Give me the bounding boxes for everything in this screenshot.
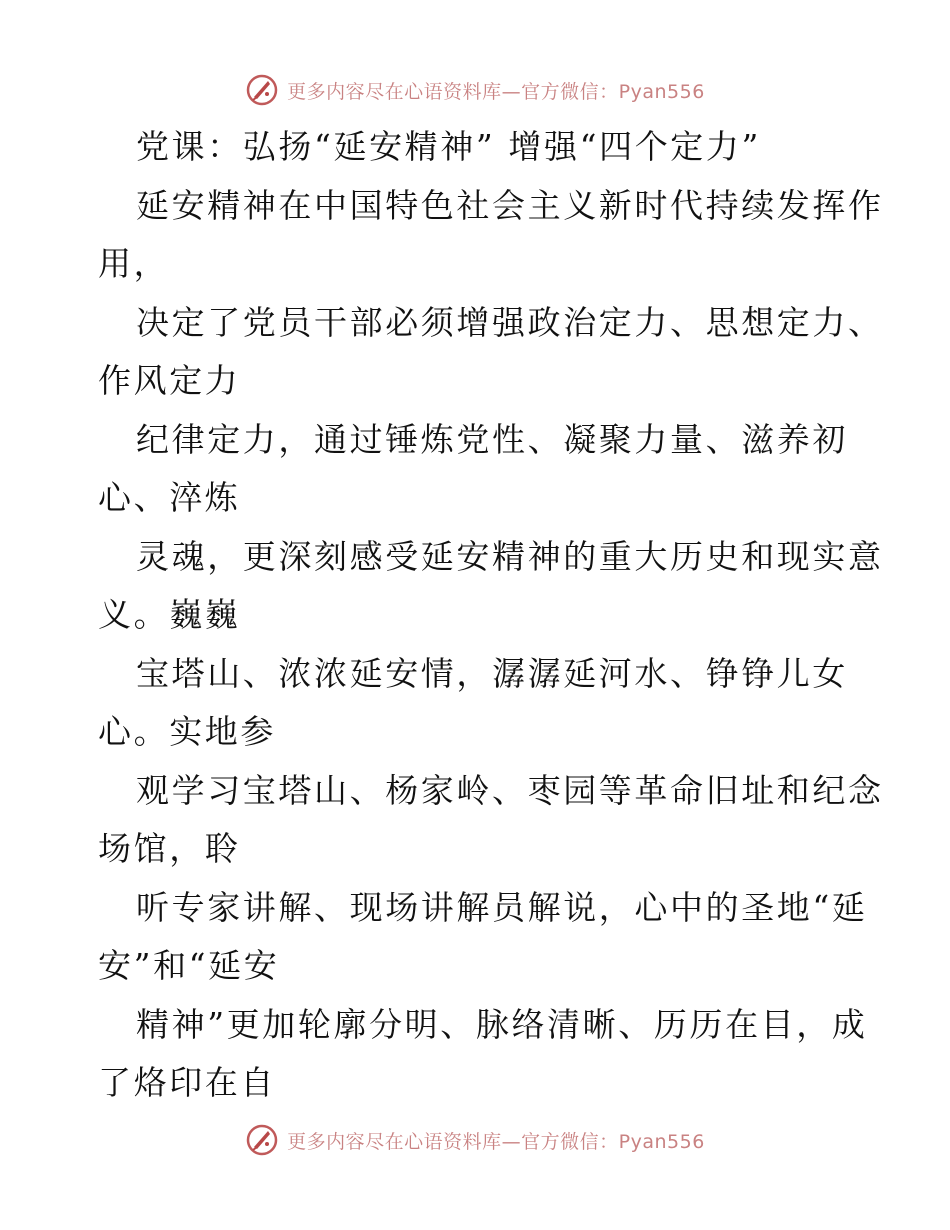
paragraph-line: 观学习宝塔山、杨家岭、枣园等革命旧址和纪念 <box>136 770 884 810</box>
quill-pen-circle-icon <box>245 1123 279 1157</box>
paragraph-line: 安”和“延安 <box>98 946 280 985</box>
paragraph-line: 纪律定力，通过锤炼党性、凝聚力量、滋养初 <box>136 419 848 459</box>
watermark-text: 更多内容尽在心语资料库—官方微信：Pyan556 <box>287 80 705 103</box>
paragraph-line: 延安精神在中国特色社会主义新时代持续发挥作 <box>136 185 884 225</box>
header-watermark <box>0 70 950 110</box>
document-title: 党课：弘扬“延安精神” 增强“四个定力” <box>136 127 761 166</box>
watermark-text: 更多内容尽在心语资料库—官方微信：Pyan556 <box>287 1130 705 1153</box>
paragraph-line: 灵魂，更深刻感受延安精神的重大历史和现实意 <box>136 536 884 576</box>
paragraph-line: 作风定力 <box>98 361 241 400</box>
quill-pen-circle-icon <box>245 73 279 107</box>
paragraph-line: 精神”更加轮廓分明、脉络清晰、历历在目，成 <box>136 1004 868 1044</box>
paragraph-line: 决定了党员干部必须增强政治定力、思想定力、 <box>136 302 884 342</box>
paragraph-line: 了烙印在自 <box>98 1063 276 1102</box>
paragraph-line: 用， <box>98 244 170 283</box>
paragraph-line: 义。巍巍 <box>98 595 241 634</box>
document-body <box>98 118 884 1113</box>
paragraph-line: 宝塔山、浓浓延安情，潺潺延河水、铮铮儿女 <box>136 653 848 693</box>
paragraph-line: 场馆，聆 <box>98 829 241 868</box>
paragraph-line: 心。实地参 <box>98 712 276 751</box>
paragraph-line: 听专家讲解、现场讲解员解说，心中的圣地“延 <box>136 887 868 927</box>
footer-watermark <box>0 1120 950 1160</box>
paragraph-line: 心、淬炼 <box>98 478 241 517</box>
